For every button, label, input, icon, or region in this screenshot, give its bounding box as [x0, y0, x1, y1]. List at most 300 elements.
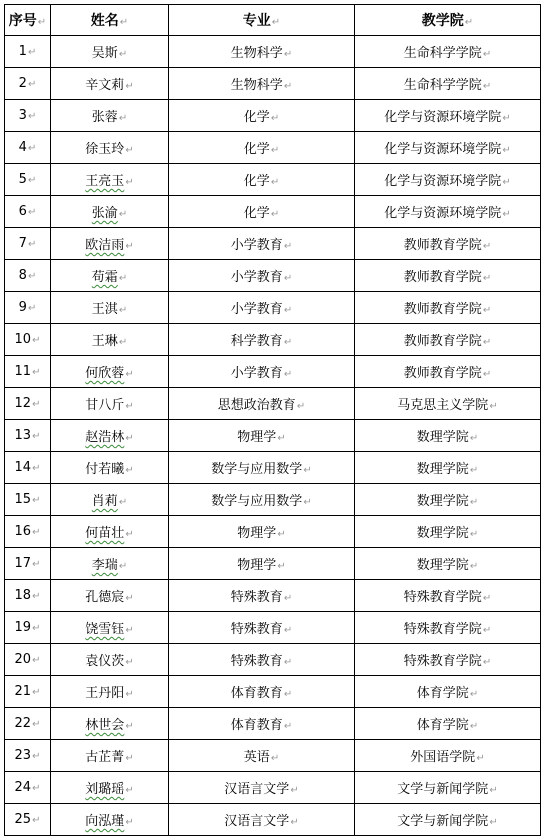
cell-index-text: 5	[18, 172, 27, 187]
cell-college	[355, 164, 541, 196]
cell-college	[355, 772, 541, 804]
paragraph-mark: ↵	[283, 657, 293, 668]
paragraph-mark: ↵	[283, 593, 293, 604]
cell-college	[355, 420, 541, 452]
cell-index	[5, 228, 51, 260]
paragraph-mark: ↵	[125, 177, 134, 188]
paragraph-mark: ↵	[283, 305, 293, 316]
cell-college	[355, 484, 541, 516]
cell-major	[169, 676, 355, 708]
cell-college-text: 教师教育学院	[403, 302, 482, 317]
cell-name	[51, 676, 169, 708]
paragraph-mark: ↵	[489, 785, 498, 796]
cell-name	[51, 196, 169, 228]
paragraph-mark: ↵	[27, 303, 37, 314]
paragraph-mark: ↵	[125, 401, 134, 412]
cell-index	[5, 68, 51, 100]
cell-index-text: 14	[14, 460, 32, 475]
cell-name	[51, 324, 169, 356]
cell-college	[355, 708, 541, 740]
paragraph-mark: ↵	[482, 241, 492, 252]
cell-name	[51, 420, 169, 452]
cell-college-text: 生命科学学院	[403, 78, 482, 93]
cell-index	[5, 740, 51, 772]
cell-name-text: 饶雪钰	[85, 622, 125, 637]
paragraph-mark: ↵	[283, 337, 293, 348]
cell-index	[5, 356, 51, 388]
paragraph-mark: ↵	[118, 209, 128, 220]
paragraph-mark: ↵	[125, 593, 134, 604]
cell-index	[5, 580, 51, 612]
table-row	[5, 580, 541, 612]
cell-college-text: 化学与资源环境学院	[384, 142, 502, 157]
paragraph-mark: ↵	[469, 465, 479, 476]
table-row	[5, 228, 541, 260]
table-row	[5, 548, 541, 580]
paragraph-mark: ↵	[32, 399, 41, 410]
cell-name	[51, 100, 169, 132]
cell-major-text: 体育教育	[230, 718, 283, 733]
cell-index-text: 4	[18, 140, 27, 155]
paragraph-mark: ↵	[283, 625, 293, 636]
cell-name-text: 王亮玉	[85, 174, 125, 189]
cell-index	[5, 484, 51, 516]
cell-major	[169, 132, 355, 164]
cell-index	[5, 644, 51, 676]
paragraph-mark: ↵	[125, 657, 134, 668]
cell-index	[5, 164, 51, 196]
paragraph-mark: ↵	[27, 79, 37, 90]
paragraph-mark: ↵	[32, 719, 41, 730]
cell-name	[51, 388, 169, 420]
paragraph-mark: ↵	[125, 81, 134, 92]
cell-major-text: 英语	[243, 750, 270, 765]
paragraph-mark: ↵	[27, 47, 37, 58]
table-row	[5, 644, 541, 676]
paragraph-mark: ↵	[125, 753, 134, 764]
paragraph-mark: ↵	[32, 783, 41, 794]
cell-college-text: 生命科学学院	[403, 46, 482, 61]
paragraph-mark: ↵	[489, 817, 498, 828]
paragraph-mark: ↵	[118, 337, 128, 348]
paragraph-mark: ↵	[482, 593, 492, 604]
cell-college-text: 教师教育学院	[403, 238, 482, 253]
paragraph-mark: ↵	[32, 815, 41, 826]
cell-college-text: 文学与新闻学院	[397, 782, 489, 797]
paragraph-mark: ↵	[469, 561, 479, 572]
cell-major-text: 化学	[243, 174, 270, 189]
cell-name-text: 何欣蓉	[85, 366, 125, 381]
paragraph-mark: ↵	[277, 529, 286, 540]
table-row	[5, 260, 541, 292]
paragraph-mark: ↵	[32, 463, 41, 474]
table-row	[5, 676, 541, 708]
cell-name	[51, 228, 169, 260]
cell-index	[5, 420, 51, 452]
paragraph-mark: ↵	[32, 527, 41, 538]
cell-college	[355, 452, 541, 484]
cell-major	[169, 452, 355, 484]
cell-major	[169, 164, 355, 196]
paragraph-mark: ↵	[296, 401, 306, 412]
cell-college	[355, 260, 541, 292]
cell-name	[51, 708, 169, 740]
cell-college-text: 化学与资源环境学院	[384, 110, 502, 125]
cell-major	[169, 356, 355, 388]
cell-college-text: 数理学院	[416, 526, 469, 541]
paragraph-mark: ↵	[27, 271, 37, 282]
cell-major-text: 特殊教育	[230, 590, 283, 605]
cell-index	[5, 132, 51, 164]
cell-index	[5, 196, 51, 228]
paragraph-mark: ↵	[283, 273, 293, 284]
cell-major	[169, 612, 355, 644]
table-row	[5, 324, 541, 356]
cell-name-text: 孔德宸	[85, 590, 125, 605]
cell-index-text: 15	[14, 492, 32, 507]
cell-index-text: 22	[14, 716, 32, 731]
cell-college	[355, 228, 541, 260]
cell-name	[51, 516, 169, 548]
paragraph-mark: ↵	[283, 689, 293, 700]
cell-name	[51, 36, 169, 68]
table-row	[5, 132, 541, 164]
cell-college	[355, 356, 541, 388]
cell-index-text: 19	[14, 620, 32, 635]
cell-college	[355, 516, 541, 548]
cell-name-text: 赵浩林	[85, 430, 125, 445]
paragraph-mark: ↵	[482, 369, 492, 380]
paragraph-mark: ↵	[469, 497, 479, 508]
paragraph-mark: ↵	[290, 817, 299, 828]
cell-major-text: 小学教育	[230, 302, 283, 317]
paragraph-mark: ↵	[502, 177, 511, 188]
cell-major-text: 物理学	[237, 430, 277, 445]
cell-major	[169, 196, 355, 228]
paragraph-mark: ↵	[32, 591, 41, 602]
paragraph-mark: ↵	[482, 273, 492, 284]
paragraph-mark: ↵	[125, 465, 134, 476]
paragraph-mark: ↵	[125, 625, 134, 636]
cell-name-text: 苟霜	[91, 270, 118, 285]
cell-index-text: 3	[18, 108, 27, 123]
paragraph-mark: ↵	[119, 17, 129, 28]
paragraph-mark: ↵	[303, 497, 312, 508]
paragraph-mark: ↵	[482, 81, 492, 92]
cell-major-text: 物理学	[237, 526, 277, 541]
cell-major	[169, 644, 355, 676]
paragraph-mark: ↵	[502, 209, 511, 220]
table-row	[5, 36, 541, 68]
paragraph-mark: ↵	[469, 433, 479, 444]
cell-major	[169, 516, 355, 548]
cell-name-text: 王丹阳	[85, 686, 125, 701]
paragraph-mark: ↵	[118, 561, 128, 572]
paragraph-mark: ↵	[303, 465, 312, 476]
cell-name-text: 何苗壮	[85, 526, 125, 541]
paragraph-mark: ↵	[283, 721, 293, 732]
paragraph-mark: ↵	[32, 559, 41, 570]
header-major: 专业↵	[169, 5, 355, 36]
cell-major-text: 特殊教育	[230, 622, 283, 637]
student-table	[4, 4, 541, 836]
cell-college	[355, 676, 541, 708]
cell-index-text: 1	[18, 44, 27, 59]
cell-major	[169, 388, 355, 420]
cell-index	[5, 260, 51, 292]
paragraph-mark: ↵	[27, 143, 37, 154]
cell-index-text: 6	[18, 204, 27, 219]
cell-name	[51, 164, 169, 196]
cell-college-text: 特殊教育学院	[403, 622, 482, 637]
cell-college	[355, 612, 541, 644]
paragraph-mark: ↵	[482, 625, 492, 636]
cell-index	[5, 100, 51, 132]
paragraph-mark: ↵	[482, 337, 492, 348]
cell-name	[51, 548, 169, 580]
cell-name-text: 肖莉	[91, 494, 118, 509]
cell-college	[355, 292, 541, 324]
paragraph-mark: ↵	[502, 145, 511, 156]
cell-name	[51, 292, 169, 324]
paragraph-mark: ↵	[482, 49, 492, 60]
cell-name-text: 王琳	[91, 334, 118, 349]
cell-index-text: 21	[14, 684, 32, 699]
paragraph-mark: ↵	[125, 241, 134, 252]
cell-college-text: 马克思主义学院	[397, 398, 489, 413]
cell-name	[51, 740, 169, 772]
cell-index-text: 24	[14, 780, 32, 795]
cell-index	[5, 516, 51, 548]
cell-name-text: 李瑞	[91, 558, 118, 573]
cell-name	[51, 484, 169, 516]
cell-index	[5, 548, 51, 580]
table-row	[5, 612, 541, 644]
paragraph-mark: ↵	[125, 369, 134, 380]
cell-name-text: 甘八斤	[85, 398, 125, 413]
cell-name	[51, 580, 169, 612]
paragraph-mark: ↵	[125, 817, 134, 828]
cell-index-text: 7	[18, 236, 27, 251]
cell-major	[169, 548, 355, 580]
cell-major	[169, 36, 355, 68]
cell-name-text: 刘璐瑶	[85, 782, 125, 797]
table-row	[5, 516, 541, 548]
cell-index	[5, 324, 51, 356]
paragraph-mark: ↵	[32, 655, 41, 666]
cell-name	[51, 132, 169, 164]
table-row	[5, 452, 541, 484]
cell-college-text: 数理学院	[416, 494, 469, 509]
cell-name-text: 辛文莉	[85, 78, 125, 93]
header-index: 序号↵	[5, 5, 51, 36]
cell-index	[5, 388, 51, 420]
cell-major-text: 生物科学	[230, 46, 283, 61]
cell-name-text: 吴斯	[91, 46, 118, 61]
paragraph-mark: ↵	[482, 657, 492, 668]
paragraph-mark: ↵	[270, 177, 280, 188]
paragraph-mark: ↵	[125, 529, 134, 540]
cell-major-text: 体育教育	[230, 686, 283, 701]
cell-college	[355, 324, 541, 356]
cell-college-text: 教师教育学院	[403, 334, 482, 349]
paragraph-mark: ↵	[277, 561, 286, 572]
cell-college-text: 体育学院	[416, 686, 469, 701]
cell-name	[51, 68, 169, 100]
table-row	[5, 196, 541, 228]
table-row	[5, 292, 541, 324]
table-row	[5, 740, 541, 772]
header-college: 教学院↵	[355, 5, 541, 36]
cell-index-text: 9	[18, 300, 27, 315]
paragraph-mark: ↵	[270, 113, 280, 124]
cell-major-text: 物理学	[237, 558, 277, 573]
cell-major	[169, 260, 355, 292]
paragraph-mark: ↵	[270, 753, 280, 764]
cell-major	[169, 740, 355, 772]
cell-name	[51, 644, 169, 676]
paragraph-mark: ↵	[283, 81, 293, 92]
paragraph-mark: ↵	[469, 689, 479, 700]
cell-index-text: 25	[14, 812, 32, 827]
cell-major-text: 小学教育	[230, 238, 283, 253]
cell-name	[51, 356, 169, 388]
cell-index-text: 8	[18, 268, 27, 283]
paragraph-mark: ↵	[464, 17, 474, 28]
paragraph-mark: ↵	[270, 145, 280, 156]
paragraph-mark: ↵	[277, 433, 286, 444]
paragraph-mark: ↵	[118, 305, 128, 316]
paragraph-mark: ↵	[469, 721, 479, 732]
cell-major	[169, 580, 355, 612]
cell-college	[355, 644, 541, 676]
table-row	[5, 164, 541, 196]
cell-college-text: 教师教育学院	[403, 366, 482, 381]
cell-college-text: 教师教育学院	[403, 270, 482, 285]
cell-major	[169, 484, 355, 516]
paragraph-mark: ↵	[125, 433, 134, 444]
cell-major-text: 数学与应用数学	[211, 462, 303, 477]
cell-index	[5, 708, 51, 740]
cell-major-text: 生物科学	[230, 78, 283, 93]
cell-index	[5, 452, 51, 484]
cell-index-text: 20	[14, 652, 32, 667]
cell-college	[355, 740, 541, 772]
paragraph-mark: ↵	[37, 17, 47, 28]
cell-name-text: 向泓瑾	[85, 814, 125, 829]
table-row	[5, 772, 541, 804]
paragraph-mark: ↵	[27, 175, 37, 186]
cell-name-text: 林世会	[85, 718, 125, 733]
cell-college-text: 数理学院	[416, 430, 469, 445]
table-row	[5, 100, 541, 132]
cell-college-text: 化学与资源环境学院	[384, 174, 502, 189]
cell-college-text: 数理学院	[416, 462, 469, 477]
table-row	[5, 356, 541, 388]
cell-major	[169, 292, 355, 324]
cell-major-text: 化学	[243, 110, 270, 125]
cell-name-text: 张渝	[91, 206, 118, 221]
paragraph-mark: ↵	[125, 689, 134, 700]
cell-college-text: 特殊教育学院	[403, 590, 482, 605]
cell-index	[5, 612, 51, 644]
cell-index-text: 13	[14, 428, 32, 443]
paragraph-mark: ↵	[118, 49, 128, 60]
cell-major-text: 汉语言文学	[224, 814, 290, 829]
cell-college-text: 外国语学院	[410, 750, 476, 765]
cell-major	[169, 100, 355, 132]
cell-college	[355, 36, 541, 68]
paragraph-mark: ↵	[271, 17, 281, 28]
cell-index	[5, 36, 51, 68]
cell-college-text: 化学与资源环境学院	[384, 206, 502, 221]
cell-major	[169, 420, 355, 452]
cell-major	[169, 324, 355, 356]
table-row	[5, 420, 541, 452]
paragraph-mark: ↵	[489, 401, 498, 412]
cell-major-text: 化学	[243, 142, 270, 157]
cell-index-text: 17	[14, 556, 32, 571]
paragraph-mark: ↵	[125, 785, 134, 796]
cell-name-text: 张蓉	[91, 110, 118, 125]
cell-name	[51, 772, 169, 804]
paragraph-mark: ↵	[482, 305, 492, 316]
cell-name-text: 徐玉玲	[85, 142, 125, 157]
cell-college	[355, 548, 541, 580]
paragraph-mark: ↵	[32, 751, 41, 762]
cell-college	[355, 580, 541, 612]
cell-college	[355, 68, 541, 100]
paragraph-mark: ↵	[283, 369, 293, 380]
paragraph-mark: ↵	[290, 785, 299, 796]
cell-index-text: 16	[14, 524, 32, 539]
paragraph-mark: ↵	[125, 721, 134, 732]
paragraph-mark: ↵	[32, 335, 41, 346]
cell-major	[169, 708, 355, 740]
paragraph-mark: ↵	[270, 209, 280, 220]
cell-index-text: 10	[14, 332, 32, 347]
cell-college	[355, 132, 541, 164]
table-row	[5, 68, 541, 100]
cell-major	[169, 772, 355, 804]
cell-college	[355, 196, 541, 228]
paragraph-mark: ↵	[476, 753, 485, 764]
cell-index	[5, 772, 51, 804]
paragraph-mark: ↵	[125, 145, 134, 156]
cell-major	[169, 68, 355, 100]
cell-index-text: 12	[14, 396, 32, 411]
cell-index	[5, 292, 51, 324]
paragraph-mark: ↵	[502, 113, 511, 124]
paragraph-mark: ↵	[32, 495, 41, 506]
cell-name-text: 欧洁雨	[85, 238, 125, 253]
cell-index-text: 23	[14, 748, 32, 763]
cell-major	[169, 228, 355, 260]
cell-major-text: 化学	[243, 206, 270, 221]
cell-major-text: 特殊教育	[230, 654, 283, 669]
header-name: 姓名↵	[51, 5, 169, 36]
table-header-row	[5, 5, 541, 36]
cell-index-text: 11	[14, 364, 32, 379]
cell-major-text: 小学教育	[230, 270, 283, 285]
cell-college-text: 特殊教育学院	[403, 654, 482, 669]
table-row	[5, 388, 541, 420]
cell-major-text: 汉语言文学	[224, 782, 290, 797]
cell-college	[355, 100, 541, 132]
cell-college	[355, 388, 541, 420]
paragraph-mark: ↵	[27, 239, 37, 250]
paragraph-mark: ↵	[118, 497, 128, 508]
